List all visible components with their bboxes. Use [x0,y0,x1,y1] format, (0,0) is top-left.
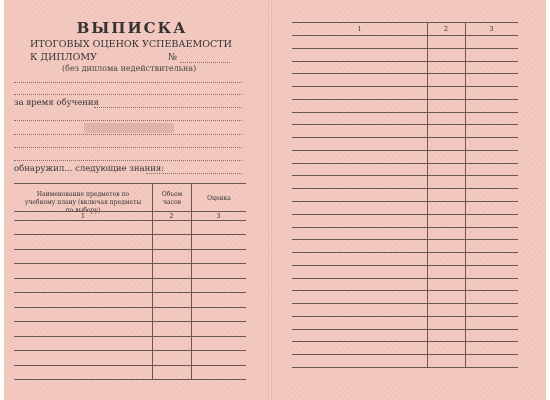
table-row-line[interactable] [292,73,518,74]
knowledge-line[interactable] [146,173,242,174]
table-row-line[interactable] [292,61,518,62]
table-row-line[interactable] [292,86,518,87]
table-row-line[interactable] [14,350,246,351]
table-row-line[interactable] [292,239,518,240]
table-row-line[interactable] [292,278,518,279]
table-row-line[interactable] [292,265,518,266]
table-row-line[interactable] [14,307,246,308]
grades-table-right [292,22,518,368]
holder-name-line-1[interactable] [14,82,242,83]
study-period-label: за время обучения [14,98,99,108]
info-line-2[interactable] [14,134,242,135]
table-row-line[interactable] [292,175,518,176]
table-row-line[interactable] [292,354,518,355]
grades-table-left [14,183,246,380]
document-subtitle-line2: К ДИПЛОМУ [30,52,97,63]
table-row-line[interactable] [14,234,246,235]
table-row-line[interactable] [292,99,518,100]
document-title: ВЫПИСКА [76,19,188,37]
column-number-1: 1 [357,25,362,33]
info-line-3[interactable] [14,147,242,148]
info-line-1[interactable] [14,120,242,121]
column-number-2: 2 [443,25,449,33]
knowledge-label: обнаружил... следующие знания: [14,164,165,174]
table-row-line[interactable] [14,336,246,337]
header-hours: Объем часов [161,191,183,206]
table-row-line[interactable] [292,48,518,49]
table-row-line[interactable] [14,292,246,293]
table-row-line[interactable] [292,137,518,138]
table-row-line[interactable] [14,249,246,250]
header-grade: Оценка [207,195,231,202]
table-row-line[interactable] [292,163,518,164]
column-number-2: 2 [169,212,174,220]
table-row-line[interactable] [292,150,518,151]
table-row-line[interactable] [292,214,518,215]
table-row-line[interactable] [292,252,518,253]
column-number-1: 1 [80,212,86,220]
header-subjects: Наименование предметов по учебному плану (включая предметы по выбору) [24,191,142,214]
table-row-line[interactable] [292,35,518,36]
diploma-number-label: № [168,52,177,63]
document-subtitle-line1: ИТОГОВЫХ ОЦЕНОК УСПЕВАЕМОСТИ [30,39,232,50]
table-row-line[interactable] [14,321,246,322]
column-number-3: 3 [489,25,494,33]
holder-name-line-2[interactable] [14,94,242,95]
table-row-line[interactable] [14,278,246,279]
study-period-line[interactable] [94,107,242,108]
faded-stamp [84,123,174,133]
table-row-line[interactable] [292,124,518,125]
table-row-line[interactable] [14,263,246,264]
table-row-line[interactable] [292,341,518,342]
table-row-line[interactable] [292,329,518,330]
validity-note: (без диплома недействительна) [62,64,197,73]
table-row-line[interactable] [14,365,246,366]
info-line-4[interactable] [14,160,242,161]
table-row-line[interactable] [292,303,518,304]
table-row-line[interactable] [292,290,518,291]
table-row-line[interactable] [292,201,518,202]
diploma-number-field[interactable] [180,62,230,63]
table-row-line[interactable] [292,316,518,317]
table-row-line[interactable] [292,227,518,228]
column-number-3: 3 [216,212,221,220]
table-row-line[interactable] [292,112,518,113]
table-row-line[interactable] [14,220,246,221]
table-row-line[interactable] [292,188,518,189]
